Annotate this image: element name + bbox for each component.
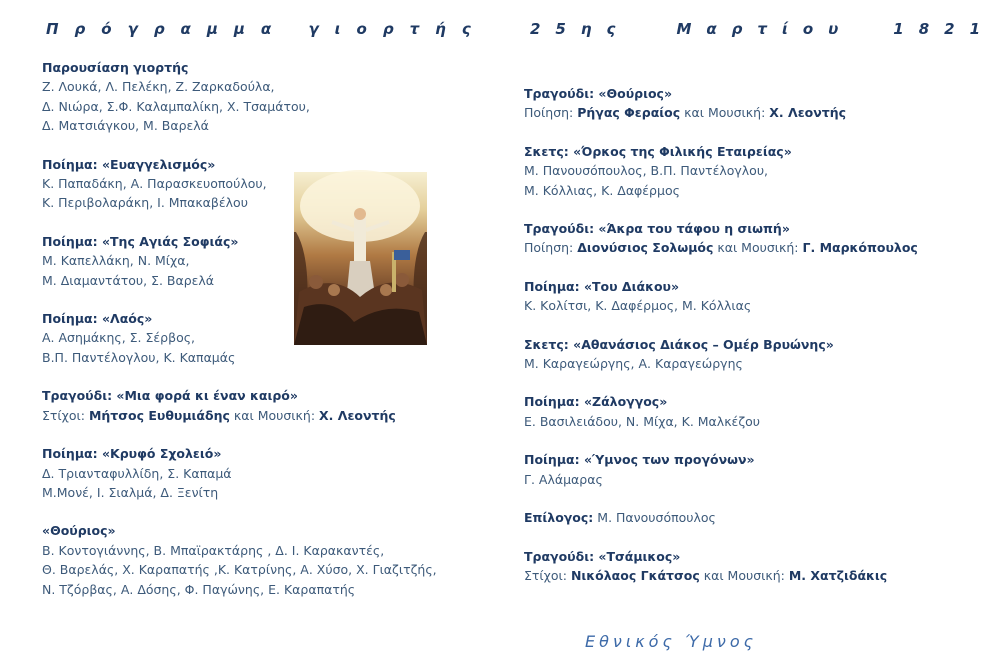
item-title: «Θούριος»: [42, 523, 116, 539]
program-title: Πρόγραμμα γιορτής: [46, 20, 487, 38]
program-item: [42, 386, 462, 425]
program-item: [524, 335, 934, 374]
credit-line: [524, 238, 934, 257]
date-day: 25ης: [530, 20, 631, 38]
performer-line: Γ. Αλάμαρας: [524, 471, 603, 487]
credit-label: και Μουσική:: [717, 240, 799, 256]
item-title: Ποίημα: «Του Διάκου»: [524, 278, 680, 294]
item-title: Ποίημα: «Ύμνος των προγόνων»: [524, 452, 755, 468]
date-month: Μαρτίου: [676, 20, 854, 38]
performer-line: Δ. Ματσιάγκου, Μ. Βαρελά: [42, 118, 209, 134]
credit-label: Στίχοι:: [524, 567, 567, 583]
credit-label: Στίχοι:: [42, 407, 85, 423]
performer-line: Β. Κοντογιάννης, Β. Μπαϊρακτάρης , Δ. Ι. Καρακαντές,: [42, 542, 385, 558]
credit-label: και Μουσική:: [233, 407, 316, 423]
performer-line: Ε. Βασιλειάδου, Ν. Μίχα, Κ. Μαλκέζου: [524, 413, 760, 429]
performer-line: Θ. Βαρελάς, Χ. Καραπατής ,Κ. Κατρίνης, Α. Χύσο, Χ. Γιαζιτζής,: [42, 562, 437, 578]
performer-line: Μ.Μονέ, Ι. Σιαλμά, Δ. Ξενίτη: [42, 484, 219, 500]
program-item: [42, 521, 462, 599]
performer-line: Ζ. Λουκά, Λ. Πελέκη, Ζ. Ζαρκαδούλα,: [42, 79, 275, 95]
credit-author: Διονύσιος Σολωμός: [577, 240, 714, 256]
performer-line: Μ. Διαμαντάτου, Σ. Βαρελά: [42, 272, 215, 288]
item-title: Τραγούδι: «Μια φορά κι έναν καιρό»: [42, 388, 298, 404]
performer-line: Μ. Κόλλιας, Κ. Δαφέρμος: [524, 182, 680, 198]
credit-composer: Χ. Λεοντής: [319, 407, 396, 423]
credit-composer: Γ. Μαρκόπουλος: [802, 240, 918, 256]
performer-line: Β.Π. Παντέλογλου, Κ. Καπαμάς: [42, 349, 236, 365]
credit-label: και Μουσική:: [703, 567, 785, 583]
right-program-column: [524, 84, 934, 604]
performer-line: Μ. Καραγεώργης, Α. Καραγεώργης: [524, 356, 743, 372]
item-title: Σκετς: «Αθανάσιος Διάκος – Ομέρ Βρυώνης»: [524, 336, 834, 352]
program-item: [524, 450, 934, 489]
credit-line: [42, 406, 462, 425]
credit-label: και Μουσική:: [684, 105, 766, 121]
program-item: [524, 508, 934, 527]
program-item: [42, 444, 462, 502]
item-title: Ποίημα: «Ζάλογγος»: [524, 394, 668, 410]
item-title: Παρουσίαση γιορτής: [42, 60, 189, 75]
performer-line: Μ. Καπελλάκη, Ν. Μίχα,: [42, 253, 190, 269]
credit-composer: Χ. Λεοντής: [769, 105, 847, 121]
date-year: 1821: [893, 20, 995, 38]
performer-line: Κ. Περιβολαράκη, Ι. Μπακαβέλου: [42, 195, 248, 211]
item-title: Ποίημα: «Κρυφό Σχολειό»: [42, 446, 222, 462]
anthem-label: Εθνικός Ύμνος: [585, 632, 757, 651]
item-title: Ποίημα: «Της Αγιάς Σοφιάς»: [42, 233, 239, 249]
painting-image: [294, 172, 427, 345]
performer-line: Α. Ασημάκης, Σ. Σέρβος,: [42, 330, 196, 346]
performer-line: Δ. Τριανταφυλλίδη, Σ. Καπαμά: [42, 465, 232, 481]
credit-author: Μήτσος Ευθυμιάδης: [88, 407, 230, 423]
program-item: [524, 392, 934, 431]
epilogue-value: Μ. Πανουσόπουλος: [597, 510, 716, 526]
program-item: [524, 277, 934, 316]
program-item: [524, 547, 934, 586]
credit-author: Νικόλαος Γκάτσος: [570, 567, 700, 583]
performer-line: Κ. Παπαδάκη, Α. Παρασκευοπούλου,: [42, 176, 267, 192]
item-title: Τραγούδι: «Τσάμικος»: [524, 548, 681, 564]
credit-composer: Μ. Χατζιδάκις: [788, 567, 888, 583]
item-title: Ποίημα: «Ευαγγελισμός»: [42, 156, 216, 172]
epilogue-line: [524, 508, 934, 527]
credit-label: Ποίηση:: [524, 240, 574, 256]
program-item: [524, 219, 934, 258]
item-title: Ποίημα: «Λαός»: [42, 311, 153, 327]
credit-label: Ποίηση:: [524, 105, 574, 121]
program-item: [42, 58, 462, 136]
performer-line: Δ. Νιώρα, Σ.Φ. Καλαμπαλίκη, Χ. Τσαμάτου,: [42, 98, 310, 114]
epilogue-label: Επίλογος:: [524, 510, 594, 526]
credit-line: [524, 103, 934, 122]
item-title: Τραγούδι: «Θούριος»: [524, 86, 673, 101]
item-title: Σκετς: «Όρκος της Φιλικής Εταιρείας»: [524, 143, 792, 159]
program-item: [524, 142, 934, 200]
credit-author: Ρήγας Φεραίος: [577, 105, 681, 121]
credit-line: [524, 566, 934, 585]
program-date: [530, 20, 995, 38]
program-item: [524, 84, 934, 123]
performer-line: Μ. Πανουσόπουλος, Β.Π. Παντέλογλου,: [524, 163, 769, 179]
performer-line: Ν. Τζόρβας, Α. Δόσης, Φ. Παγώνης, Ε. Καραπατής: [42, 581, 356, 597]
item-title: Τραγούδι: «Άκρα του τάφου η σιωπή»: [524, 221, 790, 237]
performer-line: Κ. Κολίτσι, Κ. Δαφέρμος, Μ. Κόλλιας: [524, 298, 752, 314]
